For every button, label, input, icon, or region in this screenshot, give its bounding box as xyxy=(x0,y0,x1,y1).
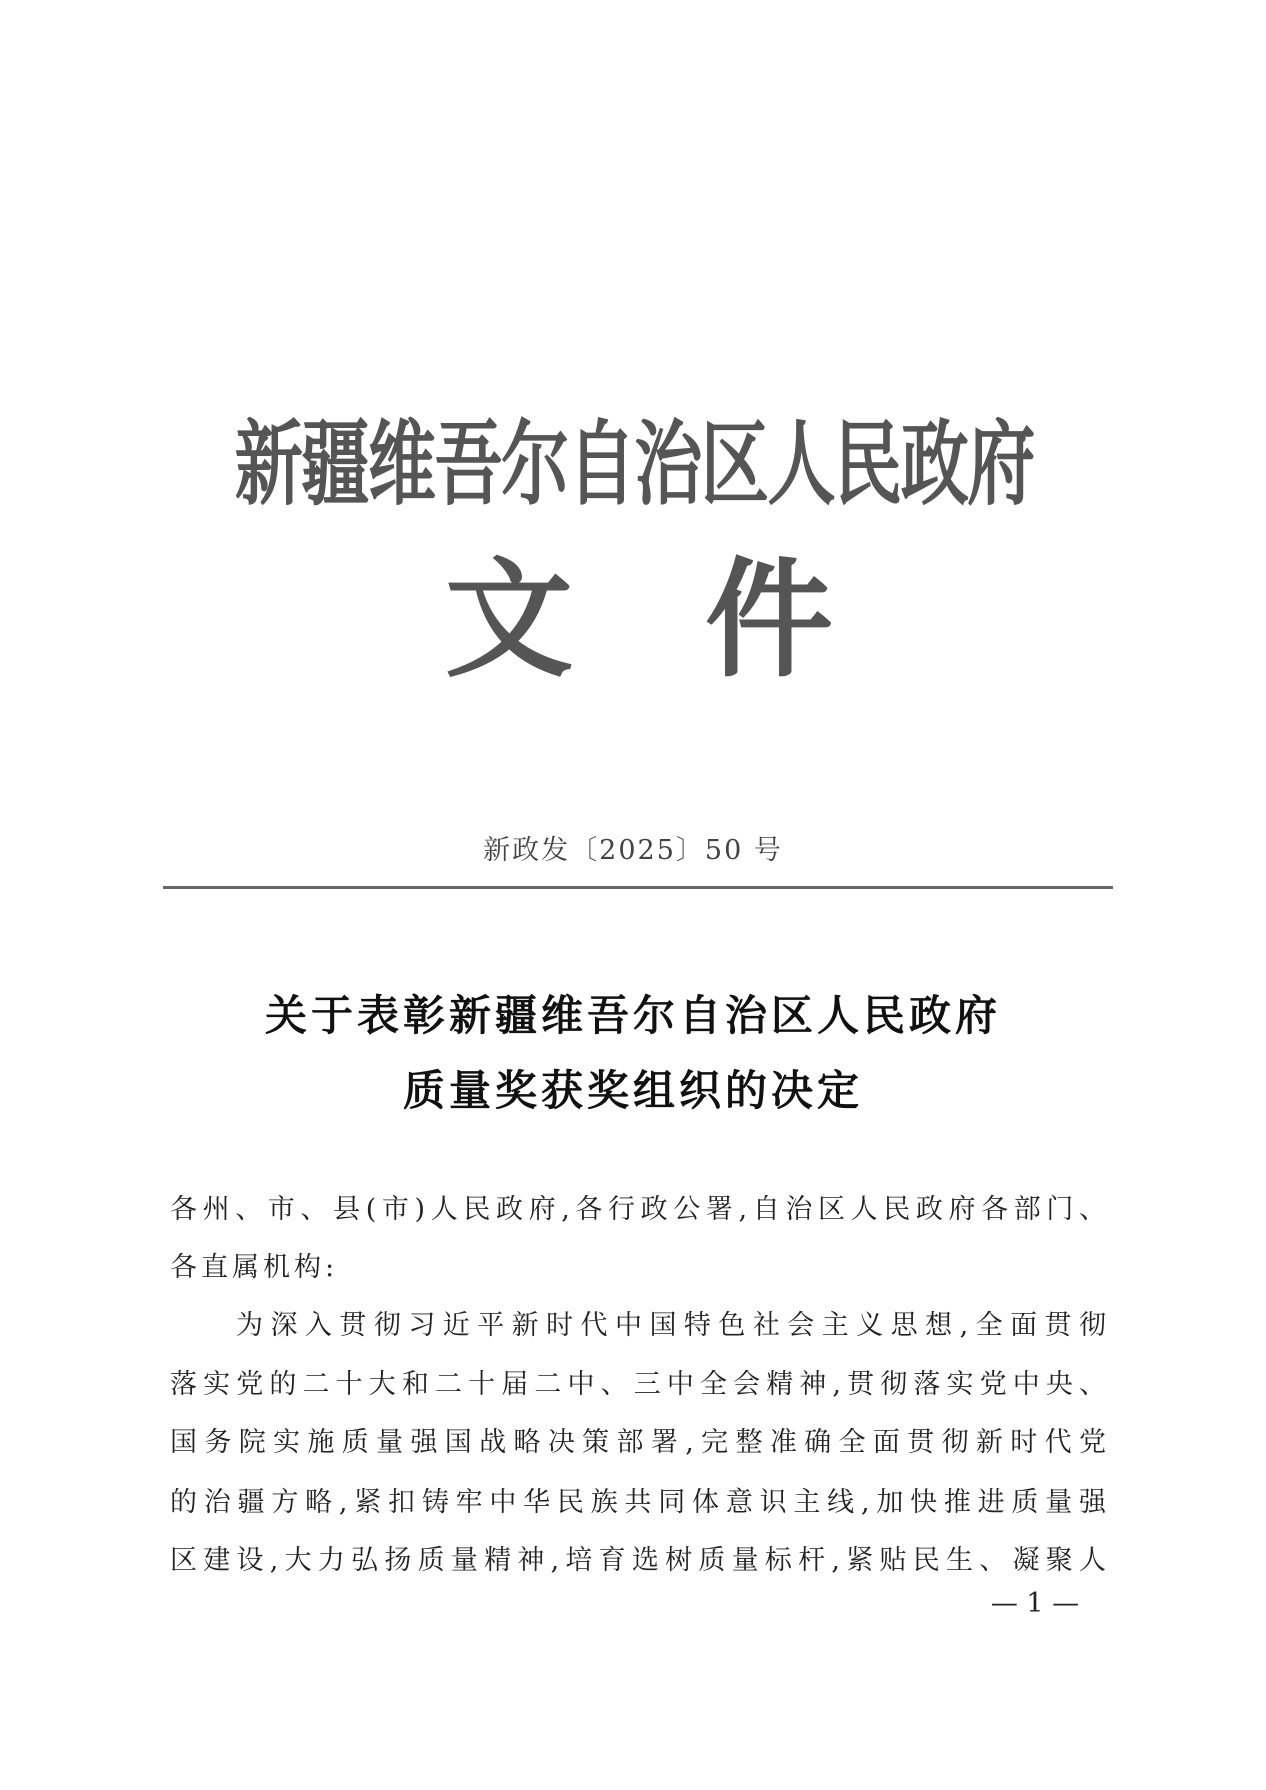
body-line: 的治疆方略,紧扣铸牢中华民族共同体意识主线,加快推进质量强 xyxy=(170,1487,1106,1518)
doc-type-char-1: 文 xyxy=(445,545,574,695)
body-line: 落实党的二十大和二十届二中、三中全会精神,贯彻落实党中央、 xyxy=(170,1369,1106,1400)
document-number: 新政发〔2025〕50 号 xyxy=(483,835,783,866)
issuer-heading: 新疆维吾尔自治区人民政府 xyxy=(234,411,1034,518)
document-title-line-2: 质量奖获奖组织的决定 xyxy=(402,1066,863,1115)
body-line: 为深入贯彻习近平新时代中国特色社会主义思想,全面贯彻 xyxy=(236,1310,1106,1341)
document-title-line-1: 关于表彰新疆维吾尔自治区人民政府 xyxy=(264,991,1001,1040)
header-divider xyxy=(163,886,1113,889)
page-number: — 1 — xyxy=(990,1588,1080,1619)
doc-type-char-2: 件 xyxy=(705,545,834,695)
body-line: 国务院实施质量强国战略决策部署,完整准确全面贯彻新时代党 xyxy=(170,1427,1106,1458)
body-line: 各州、市、县(市)人民政府,各行政公署,自治区人民政府各部门、 xyxy=(170,1194,1106,1225)
body-line: 区建设,大力弘扬质量精神,培育选树质量标杆,紧贴民生、凝聚人 xyxy=(170,1545,1106,1576)
body-line: 各直属机构: xyxy=(170,1252,339,1283)
